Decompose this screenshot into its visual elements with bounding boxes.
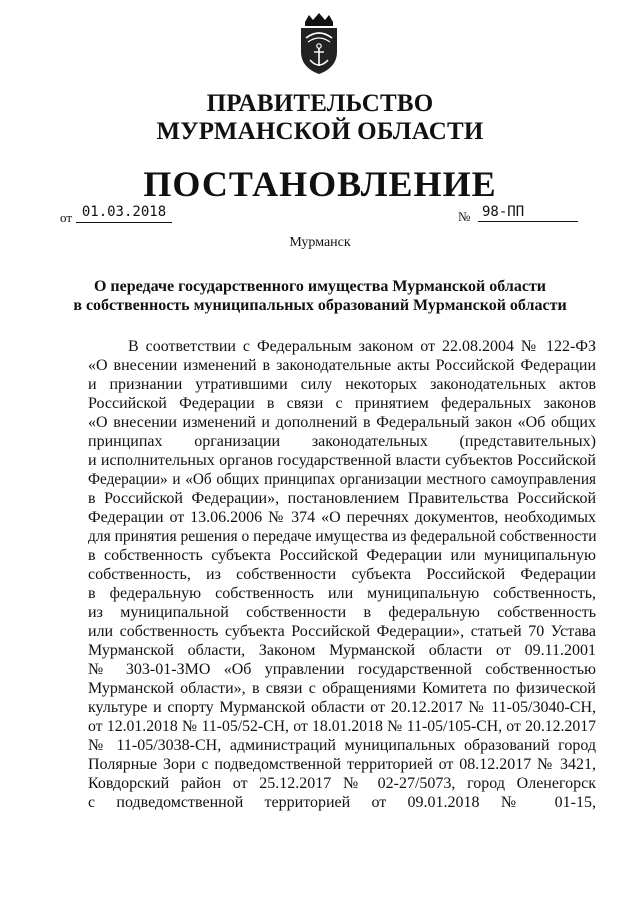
document-title-line2: в собственность муниципальных образований Мурманской области bbox=[73, 297, 567, 314]
document-number: 98-ПП bbox=[478, 203, 578, 222]
number-label: № bbox=[458, 209, 471, 224]
document-date: 01.03.2018 bbox=[76, 203, 172, 223]
body-line: для принятия решения о передаче имущества из федеральной собственности bbox=[88, 528, 597, 545]
body-line: в федеральную собственность или муниципальную собственность, bbox=[88, 585, 596, 602]
body-line: В соответствии с Федеральным законом от 22.08.2004 № 122-ФЗ bbox=[128, 338, 596, 355]
body-line: культуре и спорту Мурманской области от 20.12.2017 № 11-05/3040-СН, bbox=[88, 699, 596, 716]
body-line: № 303-01-ЗМО «Об управлении государственной собственностью bbox=[88, 661, 596, 678]
body-line: Федерации» и «Об общих принципах организации местного самоуправления bbox=[88, 471, 596, 488]
body-line: № 11-05/3038-СН, администраций муниципальных образований город bbox=[88, 737, 596, 754]
body-line: Мурманской области, Законом Мурманской области от 09.11.2001 bbox=[88, 642, 596, 659]
date-label: от bbox=[60, 210, 73, 225]
body-line: и исполнительных органов государственной власти субъектов Российской bbox=[88, 452, 596, 469]
city-name: Мурманск bbox=[289, 235, 351, 250]
body-line: Российской Федерации в связи с принятием федеральных законов bbox=[88, 395, 596, 412]
body-line: «О внесении изменений и дополнений в Федеральный закон «Об общих bbox=[88, 414, 596, 431]
body-line: Федерации от 13.06.2006 № 374 «О перечнях документов, необходимых bbox=[88, 509, 596, 526]
body-line: или собственность субъекта Российской Федерации», статьей 70 Устава bbox=[88, 623, 596, 640]
body-line: Мурманской области», в связи с обращениями Комитета по физической bbox=[88, 680, 596, 697]
body-line: Ковдорский район от 25.12.2017 № 02-27/5073, город Оленегорск bbox=[88, 775, 596, 792]
document-type: ПОСТАНОВЛЕНИЕ bbox=[143, 164, 497, 204]
body-line: Полярные Зори с подведомственной территорией от 08.12.2017 № 3421, bbox=[88, 756, 596, 773]
organization-name-line1: ПРАВИТЕЛЬСТВО bbox=[206, 90, 434, 117]
body-line: из муниципальной собственности в федеральную собственность bbox=[88, 604, 596, 621]
body-line: собственность, из собственности субъекта Российской Федерации bbox=[88, 566, 596, 583]
body-line: в собственность субъекта Российской Федерации или муниципальную bbox=[88, 547, 596, 564]
document-title-line1: О передаче государственного имущества Мурманской области bbox=[93, 278, 547, 295]
body-line: с подведомственной территорией от 09.01.2018 № 01-15, bbox=[88, 794, 596, 811]
body-line: в Российской Федерации», постановлением Правительства Российской bbox=[88, 490, 596, 507]
body-line: от 12.01.2018 № 11-05/52-СН, от 18.01.2018 № 11-05/105-СН, от 20.12.2017 bbox=[88, 718, 596, 735]
document-body bbox=[88, 337, 596, 812]
body-line: «О внесении изменений в законодательные акты Российской Федерации bbox=[88, 357, 596, 374]
murmansk-coat-of-arms-icon bbox=[292, 12, 346, 76]
body-line: и признании утратившими силу некоторых законодательных актов bbox=[88, 376, 596, 393]
body-line: принципах организации законодательных (представительных) bbox=[88, 433, 596, 450]
organization-name-line2: МУРМАНСКОЙ ОБЛАСТИ bbox=[156, 118, 484, 145]
